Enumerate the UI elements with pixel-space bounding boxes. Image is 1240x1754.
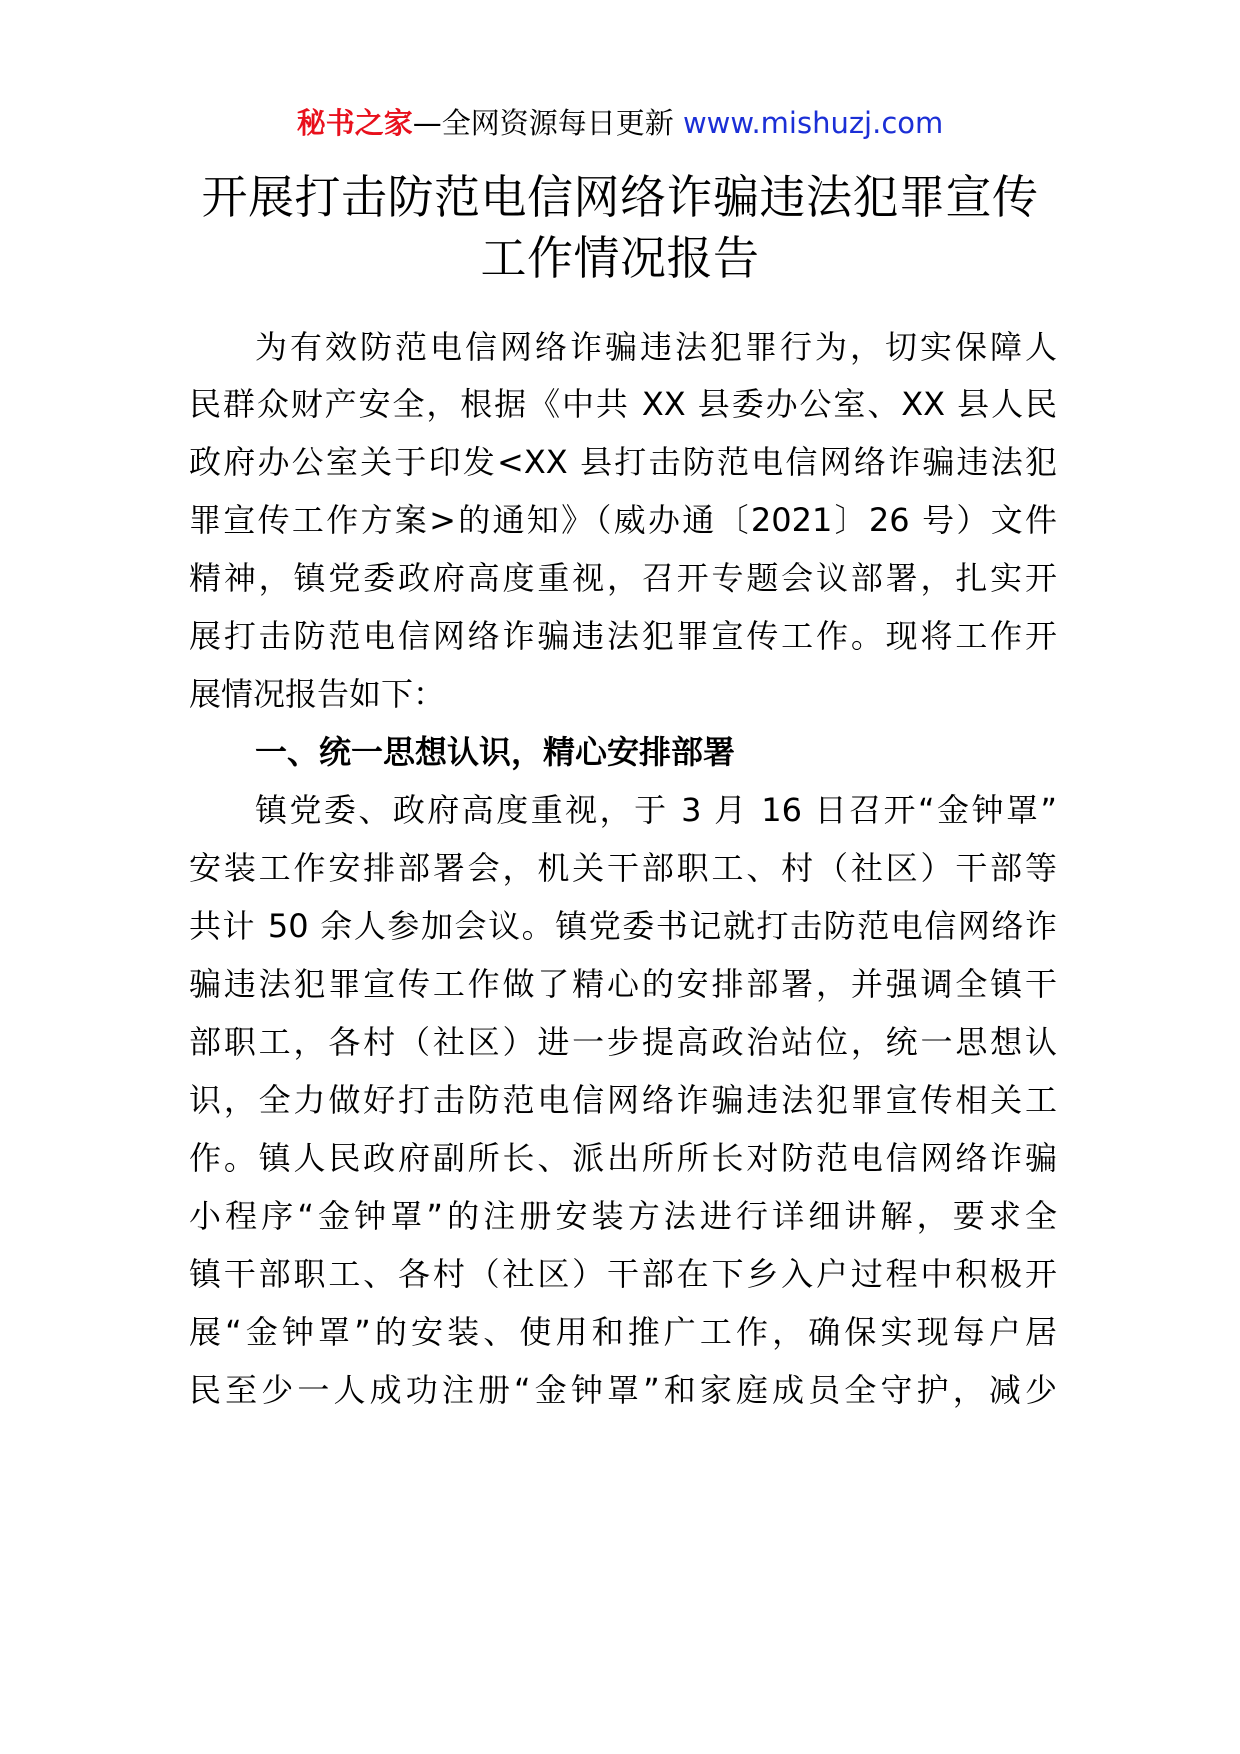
paragraph-line: 展“金钟罩”的安装、使用和推广工作，确保实现每户居 xyxy=(189,1313,1057,1351)
paragraph-line: 识，全力做好打击防范电信网络诈骗违法犯罪宣传相关工 xyxy=(189,1081,1057,1119)
site-header xyxy=(0,103,1240,143)
paragraph-line: 精神，镇党委政府高度重视，召开专题会议部署，扎实开 xyxy=(189,559,1057,597)
paragraph-line: 展情况报告如下： xyxy=(189,675,446,713)
header-tagline: —全网资源每日更新 xyxy=(412,106,674,140)
paragraph-line: 作。镇人民政府副所长、派出所所长对防范电信网络诈骗 xyxy=(189,1139,1057,1177)
paragraph-line: 安装工作安排部署会，机关干部职工、村（社区）干部等 xyxy=(189,849,1057,887)
paragraph-line: 镇干部职工、各村（社区）干部在下乡入户过程中积极开 xyxy=(189,1255,1057,1293)
paragraph-line: 镇党委、政府高度重视，于 3 月 16 日召开“金钟罩” xyxy=(255,791,1057,829)
paragraph-line: 共计 50 余人参加会议。镇党委书记就打击防范电信网络诈 xyxy=(189,907,1057,945)
paragraph-line: 骗违法犯罪宣传工作做了精心的安排部署，并强调全镇干 xyxy=(189,965,1057,1003)
paragraph-line: 罪宣传工作方案>的通知》（威办通〔2021〕26 号）文件 xyxy=(189,501,1057,539)
paragraph-line: 展打击防范电信网络诈骗违法犯罪宣传工作。现将工作开 xyxy=(189,617,1057,655)
paragraph-line: 为有效防范电信网络诈骗违法犯罪行为，切实保障人 xyxy=(255,328,1057,366)
paragraph-line: 政府办公室关于印发<XX 县打击防范电信网络诈骗违法犯 xyxy=(189,443,1057,481)
paragraph-line: 小程序“金钟罩”的注册安装方法进行详细讲解，要求全 xyxy=(189,1197,1057,1235)
site-url-link[interactable]: www.mishuzj.com xyxy=(682,106,944,140)
document-title-line-2: 工作情况报告 xyxy=(480,231,760,285)
section-heading: 一、统一思想认识，精心安排部署 xyxy=(255,733,736,771)
paragraph-line: 部职工，各村（社区）进一步提高政治站位，统一思想认 xyxy=(189,1023,1057,1061)
paragraph-line: 民至少一人成功注册“金钟罩”和家庭成员全守护，减少 xyxy=(189,1371,1057,1409)
document-title-line-1: 开展打击防范电信网络诈骗违法犯罪宣传 xyxy=(201,170,1039,224)
paragraph-line: 民群众财产安全，根据《中共 XX 县委办公室、XX 县人民 xyxy=(189,385,1057,423)
brand-name: 秘书之家 xyxy=(296,106,413,140)
